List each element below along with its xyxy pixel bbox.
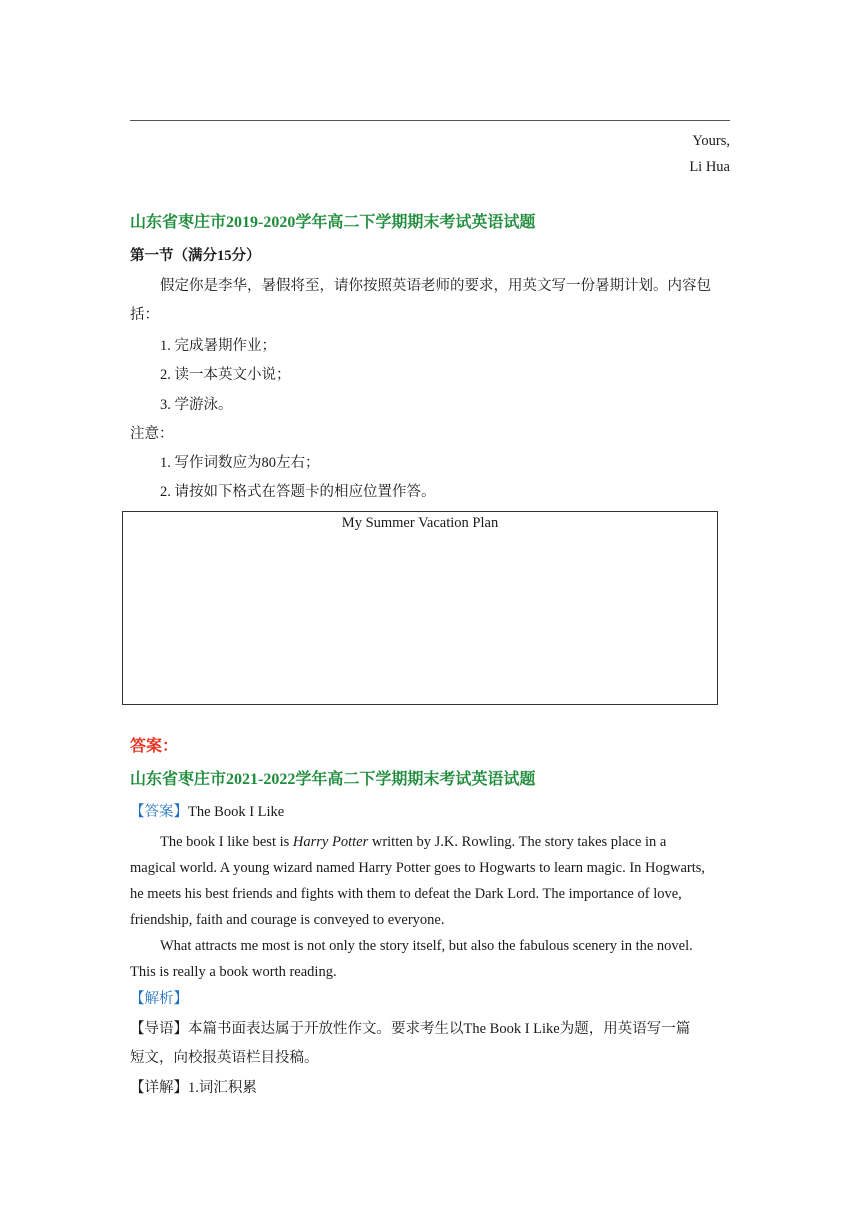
essay-line — [160, 832, 666, 852]
prompt-text: 假定你是李华，暑假将至，请你按照英语老师的要求，用英文写一份暑期计划。内容包 — [160, 278, 711, 294]
guide-text: 本篇书面表达属于开放性作文。要求考生以The Book I Like为题，用英语写一篇 — [188, 1021, 691, 1037]
detail-text: 1.词汇积累 — [188, 1080, 257, 1096]
essay-line: This is really a book worth reading. — [130, 964, 337, 980]
essay-line: he meets his best friends and fights with them to defeat the Dark Lord. The importance of love, — [130, 886, 682, 902]
part-heading: 第一节（满分15分） — [130, 248, 261, 264]
essay-line: friendship, faith and courage is conveyed to everyone. — [130, 912, 445, 928]
guide-line-cont: 短文，向校报英语栏目投稿。 — [130, 1050, 319, 1066]
letter-closing: Yours, — [692, 133, 730, 149]
horizontal-rule — [130, 120, 730, 121]
book-title: Harry Potter — [292, 834, 369, 850]
answer-box — [122, 511, 718, 705]
answers-label: 答案： — [130, 738, 179, 755]
guide-tag: 【导语】 — [130, 1021, 188, 1037]
detail-line — [130, 1078, 257, 1098]
essay-line: magical world. A young wizard named Harry Potter goes to Hogwarts to learn magic. In Hogwarts, — [130, 860, 706, 876]
notice-item: 1. 写作词数应为80左右； — [160, 455, 320, 471]
answer-tag: 【答案】 — [130, 804, 188, 820]
answer-title: The Book I Like — [188, 804, 285, 820]
notice-item: 2. 请按如下格式在答题卡的相应位置作答。 — [160, 484, 436, 500]
content-item: 1. 完成暑期作业； — [160, 338, 276, 354]
essay-text: The book I like best is — [160, 834, 293, 850]
notice-label: 注意： — [130, 426, 174, 442]
guide-line — [130, 1019, 690, 1039]
answer-box-title: My Summer Vacation Plan — [341, 515, 499, 531]
letter-signature: Li Hua — [689, 159, 730, 175]
essay-text: written by J.K. Rowling. The story takes place in a — [368, 834, 667, 850]
detail-tag: 【详解】 — [130, 1080, 188, 1096]
prompt-text-cont: 括： — [130, 307, 159, 323]
content-item: 3. 学游泳。 — [160, 397, 233, 413]
essay-line: What attracts me most is not only the story itself, but also the fabulous scenery in the novel. — [160, 938, 693, 954]
answers-section-title: 山东省枣庄市2021-2022学年高二下学期期末考试英语试题 — [130, 771, 536, 788]
analysis-tag: 【解析】 — [130, 991, 188, 1007]
section-title: 山东省枣庄市2019-2020学年高二下学期期末考试英语试题 — [130, 214, 536, 231]
answer-line — [130, 802, 284, 822]
content-item: 2. 读一本英文小说； — [160, 367, 291, 383]
